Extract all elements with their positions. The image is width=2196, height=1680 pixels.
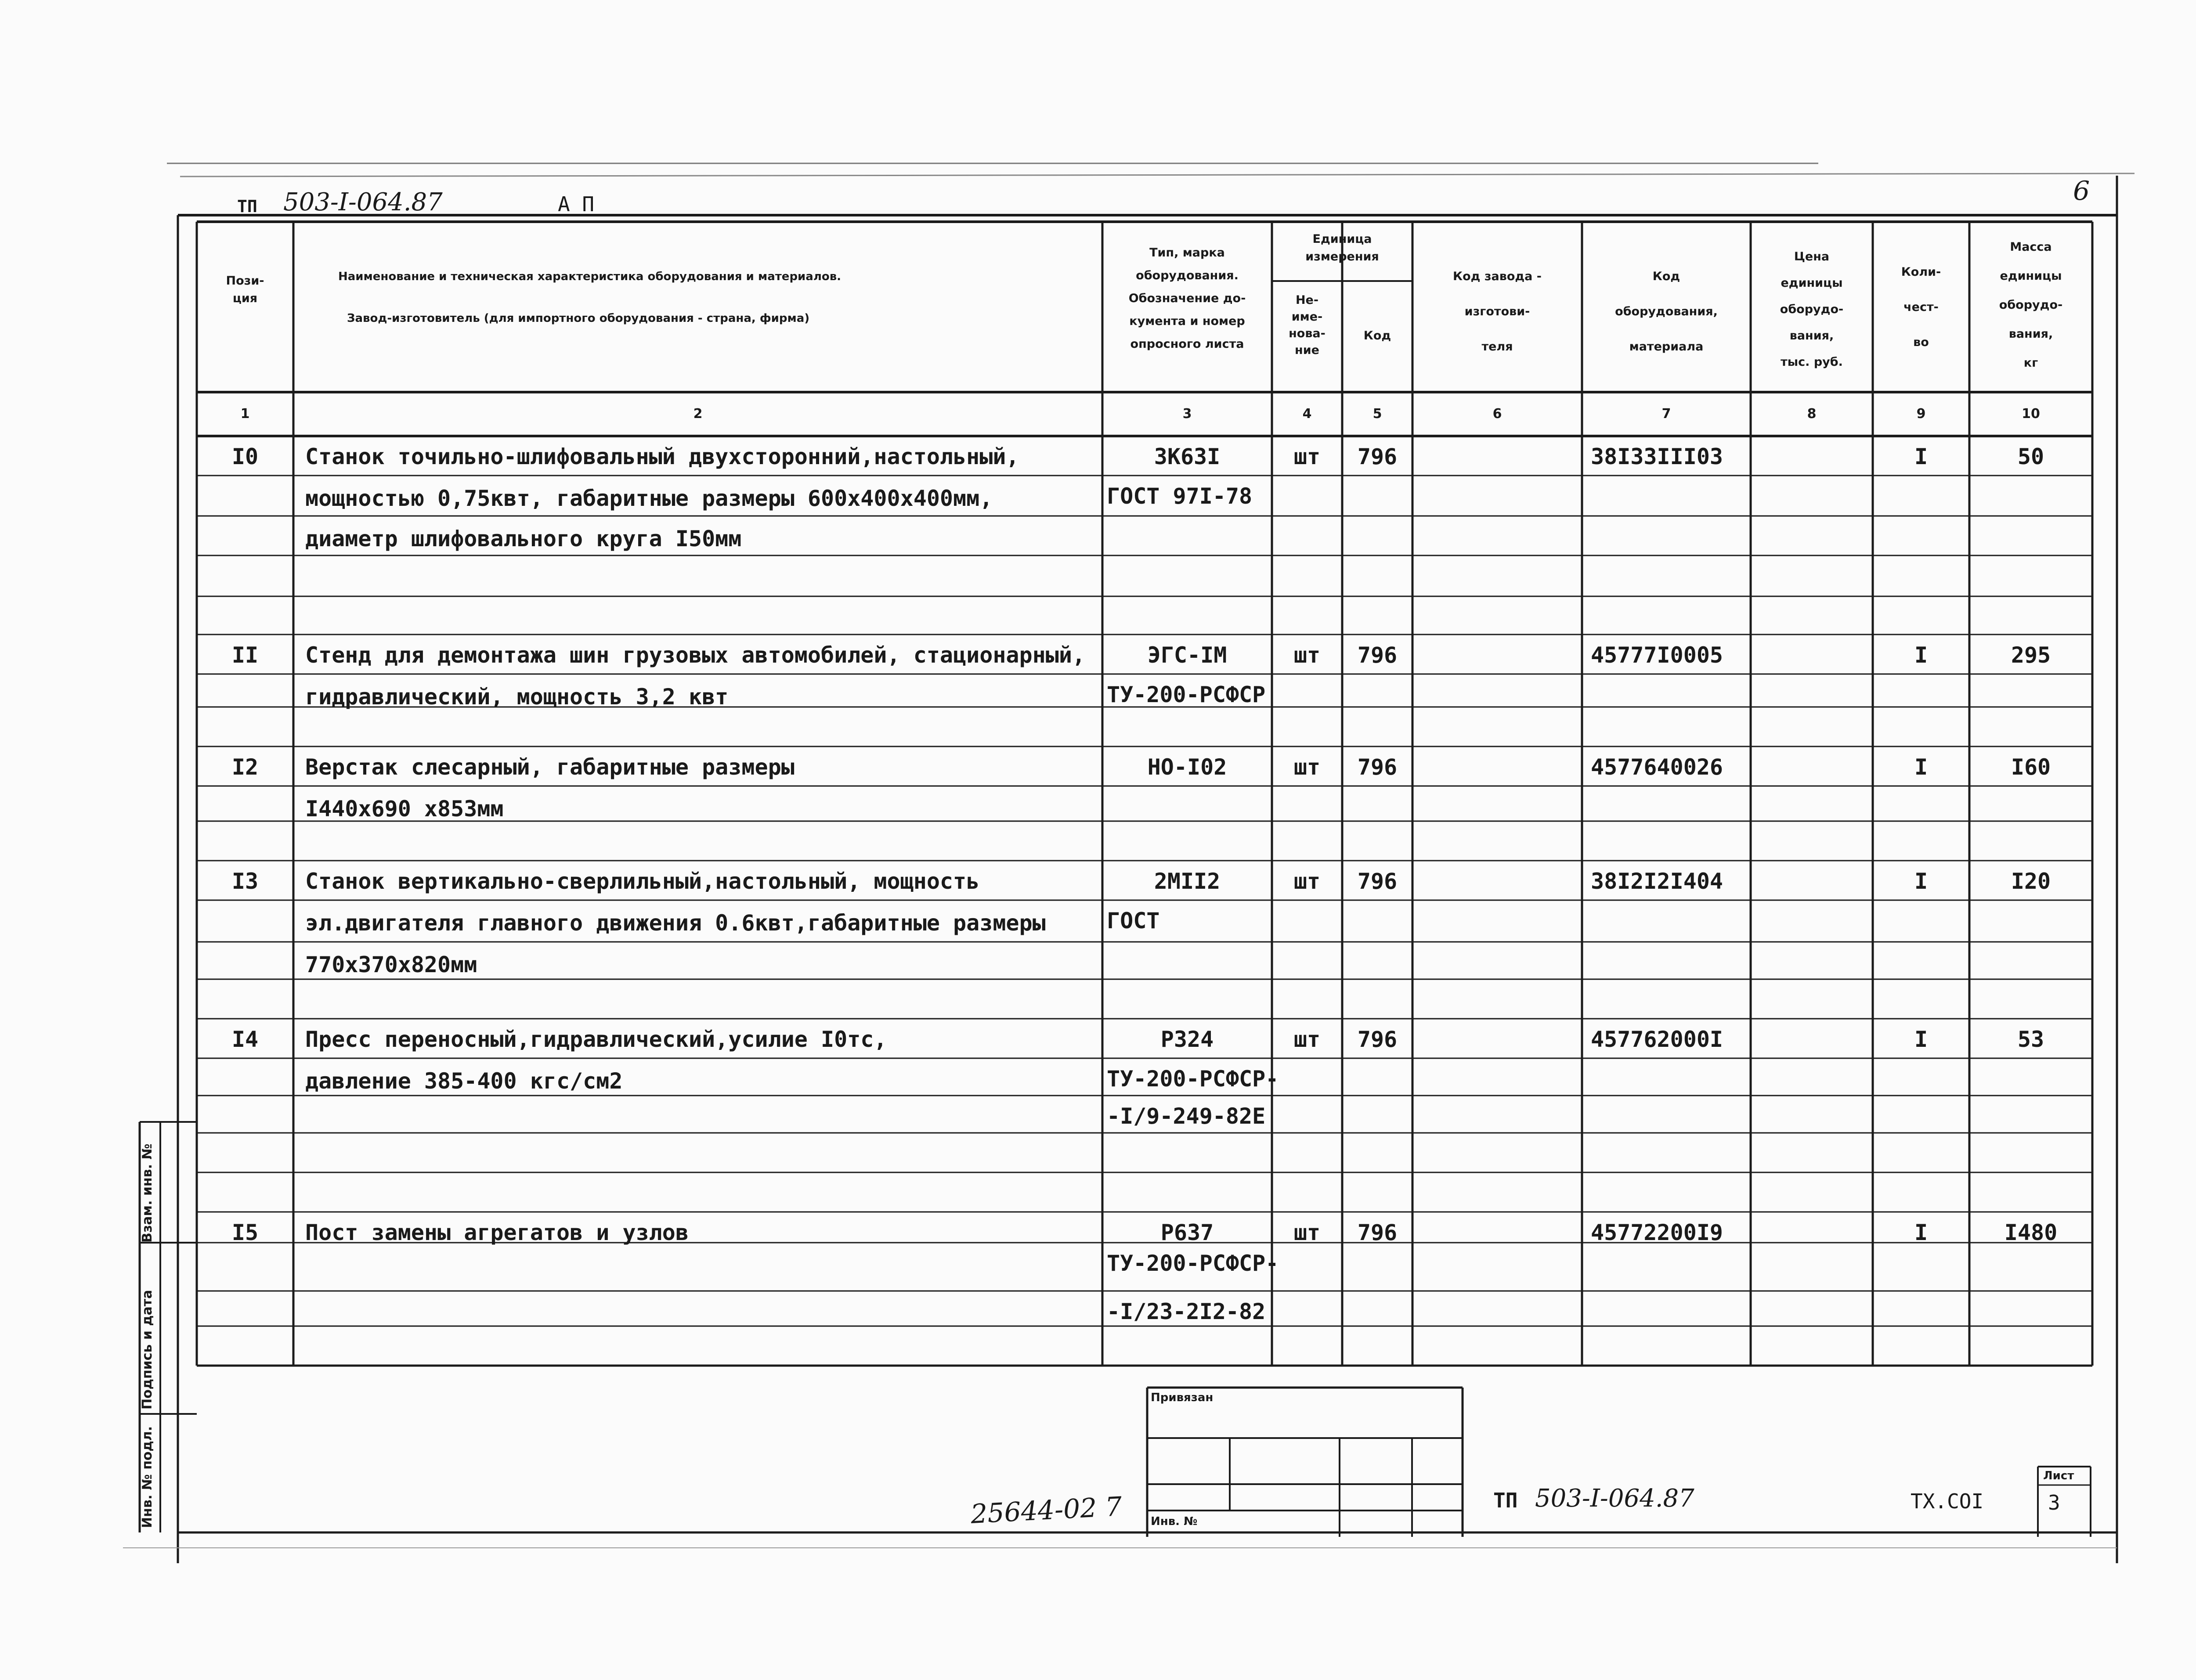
unit-code-cell: 796 [1357, 1220, 1398, 1245]
item-name-line: давление 385-400 кгс/см2 [305, 1068, 623, 1094]
mass-cell: 295 [2011, 642, 2051, 668]
top-code: 503-I-064.87 [283, 188, 443, 216]
position-cell: II [231, 642, 259, 668]
unit-code-cell: 796 [1357, 1027, 1398, 1052]
side-inv-podl: Инв. № подл. [140, 1426, 155, 1528]
type-cell: ТУ-200-РСФСР- [1107, 1066, 1279, 1092]
column-number: 6 [1492, 406, 1502, 422]
type-cell: 2МII2 [1154, 869, 1221, 894]
column-number: 3 [1182, 406, 1192, 422]
quantity-cell: I [1914, 444, 1928, 469]
top-suffix: А П [558, 192, 595, 216]
page-mark: 6 [2073, 176, 2090, 206]
type-cell: Р324 [1160, 1027, 1214, 1052]
unit-name-cell: шт [1293, 642, 1321, 668]
mass-cell: I20 [2011, 869, 2051, 894]
header-unit-name: Не- име- нова- ние [1289, 293, 1326, 357]
header-unit: Единица измерения [1305, 232, 1379, 263]
item-name-line: Стенд для демонтажа шин грузовых автомобилей, стационарный, [305, 642, 1086, 668]
header-qty: Коли- чест- во [1901, 265, 1941, 349]
position-cell: I0 [231, 444, 259, 469]
stamp-inv-no: Инв. № [1151, 1515, 1198, 1528]
position-cell: I4 [231, 1027, 259, 1052]
unit-code-cell: 796 [1357, 869, 1398, 894]
stamp-privyazan: Привязан [1151, 1391, 1214, 1404]
item-name-line: диаметр шлифовального круга I50мм [305, 526, 742, 552]
unit-name-cell: шт [1293, 869, 1321, 894]
type-cell: ГОСТ 97I-78 [1107, 483, 1253, 509]
unit-code-cell: 796 [1357, 754, 1398, 780]
header-unit-code: Код [1363, 329, 1391, 342]
type-cell: 3К63I [1154, 444, 1221, 469]
side-sign-date: Подпись и дата [140, 1290, 155, 1410]
position-cell: I5 [231, 1220, 259, 1245]
unit-name-cell: шт [1293, 754, 1321, 780]
header-maker-code: Код завода - изготови- теля [1453, 270, 1542, 353]
equipment-code-cell: 38I2I2I404 [1591, 869, 1723, 894]
item-name-line: 770х370х820мм [305, 952, 477, 977]
mass-cell: 50 [2017, 444, 2044, 469]
position-cell: I3 [231, 869, 259, 894]
type-cell: -I/23-2I2-82 [1107, 1299, 1266, 1324]
column-number: 9 [1916, 406, 1926, 422]
type-cell: ЭГС-IМ [1147, 642, 1227, 668]
item-name-line: Станок вертикально-сверлильный,настольный, мощность [305, 869, 980, 894]
header-price: Цена единицы оборудо- вания, тыс. руб. [1780, 250, 1844, 369]
header-mass: Масса единицы оборудо- вания, кг [1999, 240, 2063, 370]
header-type: Тип, марка оборудования. Обозначение до- кумента и номер опросного листа [1128, 246, 1246, 351]
type-cell: Р637 [1160, 1220, 1214, 1245]
type-cell: -I/9-249-82Е [1107, 1103, 1266, 1129]
equipment-code-cell: 45772200I9 [1591, 1220, 1723, 1245]
column-number: 8 [1807, 406, 1817, 422]
item-name-line: эл.двигателя главного движения 0.6квт,габаритные размеры [305, 910, 1046, 936]
unit-name-cell: шт [1293, 1027, 1321, 1052]
unit-code-cell: 796 [1357, 642, 1398, 668]
unit-code-cell: 796 [1357, 444, 1398, 469]
stamp-sheet-code: ТХ.СОI [1911, 1489, 1984, 1513]
type-cell: ТУ-200-РСФСР- [1107, 1251, 1279, 1276]
unit-name-cell: шт [1293, 1220, 1321, 1245]
type-cell: НО-I02 [1147, 754, 1227, 780]
stamp-list-label: Лист [2043, 1469, 2074, 1482]
position-cell: I2 [231, 754, 259, 780]
quantity-cell: I [1914, 1027, 1928, 1052]
header-equip-code: Код оборудования, материала [1615, 270, 1718, 353]
mass-cell: I60 [2011, 754, 2051, 780]
mass-cell: 53 [2017, 1027, 2044, 1052]
type-cell: ТУ-200-РСФСР [1107, 682, 1266, 707]
equipment-code-cell: 38I33III03 [1591, 444, 1723, 469]
bottom-handwritten-code: 25644-02 7 [970, 1491, 1123, 1530]
header-position: Пози- ция [226, 274, 264, 305]
item-name-line: гидравлический, мощность 3,2 квт [305, 684, 729, 710]
quantity-cell: I [1914, 869, 1928, 894]
equipment-code-cell: 4577640026 [1591, 754, 1723, 780]
item-name-line: Верстак слесарный, габаритные размеры [305, 754, 795, 780]
column-number: 5 [1372, 406, 1382, 422]
header-name-line1: Наименование и техническая характеристика оборудования и материалов. [338, 270, 842, 283]
quantity-cell: I [1914, 754, 1928, 780]
column-number: 2 [693, 406, 703, 422]
column-number: 1 [240, 406, 250, 422]
item-name-line: мощностью 0,75квт, габаритные размеры 600х400х400мм, [305, 486, 993, 511]
unit-name-cell: шт [1293, 444, 1321, 469]
column-number: 10 [2022, 406, 2040, 422]
stamp-list-no: 3 [2048, 1491, 2060, 1514]
top-label: ТП [237, 197, 257, 216]
scan-line [180, 173, 2135, 177]
mass-cell: I480 [2004, 1220, 2058, 1245]
type-cell: ГОСТ [1107, 908, 1160, 934]
header-name-line2: Завод-изготовитель (для импортного оборудования - страна, фирма) [347, 312, 810, 325]
column-number: 4 [1302, 406, 1312, 422]
item-name-line: Станок точильно-шлифовальный двухсторонний,настольный, [305, 444, 1019, 469]
quantity-cell: I [1914, 642, 1928, 668]
equipment-code-cell: 45777I0005 [1591, 642, 1723, 668]
item-name-line: I440х690 х853мм [305, 796, 504, 822]
stamp-doc-code: 503-I-064.87 [1535, 1484, 1694, 1513]
side-vzam-inv: Взам. инв. № [140, 1143, 155, 1243]
item-name-line: Пресс переносный,гидравлический,усилие I0тс, [305, 1027, 887, 1052]
equipment-code-cell: 457762000I [1591, 1027, 1723, 1052]
column-number: 7 [1661, 406, 1671, 422]
stamp-doc-prefix: ТП [1493, 1489, 1518, 1512]
item-name-line: Пост замены агрегатов и узлов [305, 1220, 689, 1245]
quantity-cell: I [1914, 1220, 1928, 1245]
